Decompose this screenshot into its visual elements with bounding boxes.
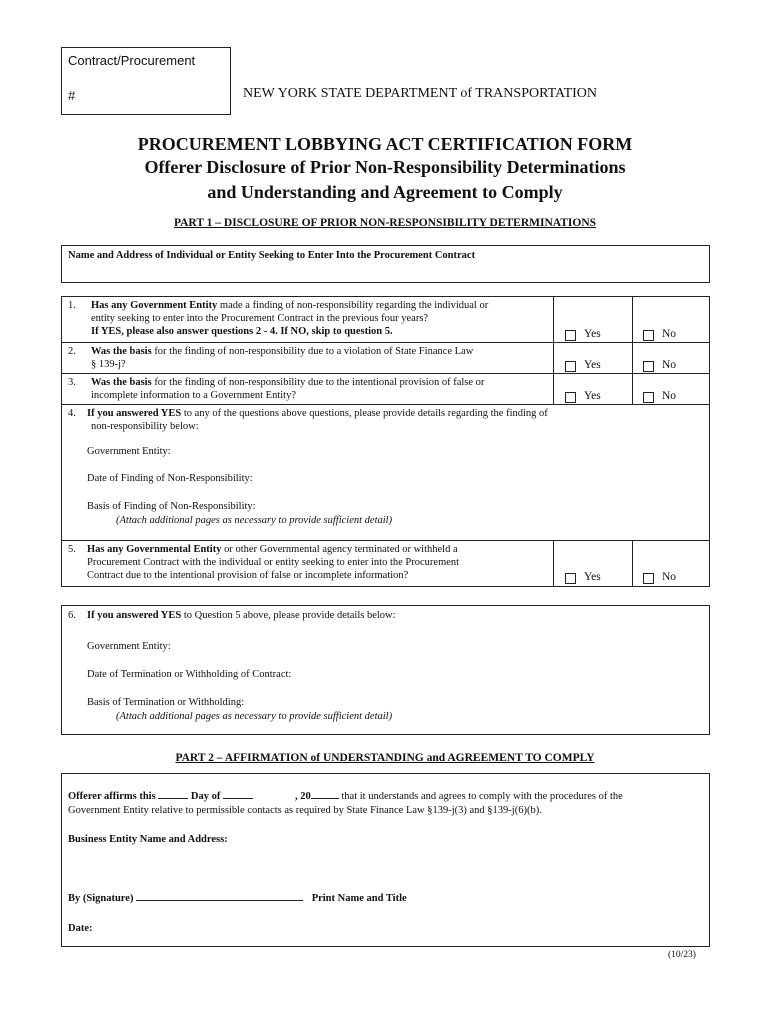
q5-yes-label: Yes: [584, 571, 601, 583]
q3-no-label: No: [662, 390, 677, 402]
q5-number: 5.: [68, 544, 76, 555]
signature-line: [68, 892, 407, 906]
q1-yes-checkbox[interactable]: [565, 330, 576, 341]
q1-number: 1.: [68, 300, 76, 311]
q1-no-checkbox[interactable]: [643, 330, 654, 341]
q6-date-termination-field[interactable]: Date of Termination or Withholding of Contract:: [87, 669, 292, 680]
q1-line2: entity seeking to enter into the Procurement Contract in the previous four years?: [91, 313, 429, 324]
q5-bold: Has any Governmental Entity: [87, 544, 222, 555]
print-name-label: Print Name and Title: [311, 893, 407, 904]
q5-no-label: No: [662, 571, 677, 583]
affirm-year-label: , 20: [295, 791, 311, 802]
q2-number: 2.: [68, 346, 76, 357]
contract-label: Contract/Procurement: [68, 53, 196, 68]
contract-procurement-box: [61, 47, 231, 115]
q3-text: for the finding of non-responsibility due to the intentional provision of false or: [151, 377, 485, 388]
q4-text: to any of the questions above questions, please provide details regarding the finding of: [181, 408, 548, 419]
q3-yes-label: Yes: [584, 390, 601, 402]
q4-date-finding-field[interactable]: Date of Finding of Non-Responsibility:: [87, 473, 253, 484]
q5-text: or other Governmental agency terminated or withheld a: [221, 544, 458, 555]
q2-text: for the finding of non-responsibility due to a violation of State Finance Law: [151, 346, 474, 357]
q4-bold: If you answered YES: [87, 408, 182, 419]
signature-label: By (Signature): [68, 893, 134, 904]
part1-heading: PART 1 – DISCLOSURE OF PRIOR NON-RESPONSIBILITY DETERMINATIONS: [173, 217, 597, 229]
affirmation-line: [68, 790, 623, 804]
q5-line3: Contract due to the intentional provision of false or incomplete information?: [87, 570, 409, 581]
q3-yes-checkbox[interactable]: [565, 392, 576, 403]
affirm-day-label: Day of: [190, 791, 221, 802]
q3-no-checkbox[interactable]: [643, 392, 654, 403]
q1-line3: If YES, please also answer questions 2 - 4. If NO, skip to question 5.: [91, 326, 393, 337]
q5-no-checkbox[interactable]: [643, 573, 654, 584]
question-6: [61, 605, 710, 735]
affirm-year-field[interactable]: [311, 798, 339, 799]
affirm-prefix: Offerer affirms this: [68, 791, 156, 802]
q6-number: 6.: [68, 610, 76, 621]
q1-no-label: No: [662, 328, 677, 340]
q1-yes-label: Yes: [584, 328, 601, 340]
q6-attach-note: (Attach additional pages as necessary to provide sufficient detail): [116, 711, 393, 722]
q3-number: 3.: [68, 377, 76, 388]
affirm-day-field[interactable]: [158, 798, 188, 799]
agency-name: NEW YORK STATE DEPARTMENT of TRANSPORTATION: [243, 86, 598, 101]
questions-table: [61, 296, 710, 587]
contract-number-label: #: [68, 88, 76, 103]
q5-line2: Procurement Contract with the individual or entity seeking to enter into the Procurement: [87, 557, 460, 568]
q2-bold: Was the basis: [91, 346, 152, 357]
q2-yes-checkbox[interactable]: [565, 361, 576, 372]
form-title: PROCUREMENT LOBBYING ACT CERTIFICATION FORM: [137, 134, 633, 154]
q1-text: made a finding of non-responsibility regarding the individual or: [217, 300, 489, 311]
affirm-line2: Government Entity relative to permissible contacts as required by State Finance Law §139-j(3) and §139-j(6)(b).: [68, 805, 542, 816]
q3-bold: Was the basis: [91, 377, 152, 388]
form-subtitle-line2: and Understanding and Agreement to Comply: [207, 182, 563, 202]
q4-government-entity-field[interactable]: Government Entity:: [87, 446, 171, 457]
q6-government-entity-field[interactable]: Government Entity:: [87, 641, 171, 652]
q6-bold: If you answered YES: [87, 610, 182, 621]
affirm-rest: that it understands and agrees to comply with the procedures of the: [338, 791, 623, 802]
q2-no-label: No: [662, 359, 677, 371]
revision-date: (10/23): [668, 950, 696, 960]
name-address-label: Name and Address of Individual or Entity Seeking to Enter Into the Procurement Contract: [68, 250, 476, 261]
q2-line2: § 139-j?: [91, 359, 126, 370]
business-entity-label: Business Entity Name and Address:: [68, 834, 228, 845]
q4-attach-note: (Attach additional pages as necessary to provide sufficient detail): [116, 515, 393, 526]
form-subtitle-line1: Offerer Disclosure of Prior Non-Responsibility Determinations: [144, 157, 626, 177]
q6-text: to Question 5 above, please provide details below:: [181, 610, 396, 621]
affirm-month-field[interactable]: [223, 798, 253, 799]
q1-bold: Has any Government Entity: [91, 300, 218, 311]
date-label: Date:: [68, 923, 93, 934]
q4-line2: non-responsibility below:: [91, 421, 199, 432]
name-address-field[interactable]: [61, 245, 710, 283]
q5-yes-checkbox[interactable]: [565, 573, 576, 584]
q4-basis-finding-field[interactable]: Basis of Finding of Non-Responsibility:: [87, 501, 256, 512]
part2-heading: PART 2 – AFFIRMATION of UNDERSTANDING and AGREEMENT TO COMPLY: [175, 752, 595, 764]
signature-field[interactable]: [136, 900, 303, 901]
q4-number: 4.: [68, 408, 76, 419]
q2-no-checkbox[interactable]: [643, 361, 654, 372]
q3-line2: incomplete information to a Government Entity?: [91, 390, 296, 401]
part2-affirmation-box: [61, 773, 710, 947]
q2-yes-label: Yes: [584, 359, 601, 371]
q6-basis-termination-field[interactable]: Basis of Termination or Withholding:: [87, 697, 245, 708]
